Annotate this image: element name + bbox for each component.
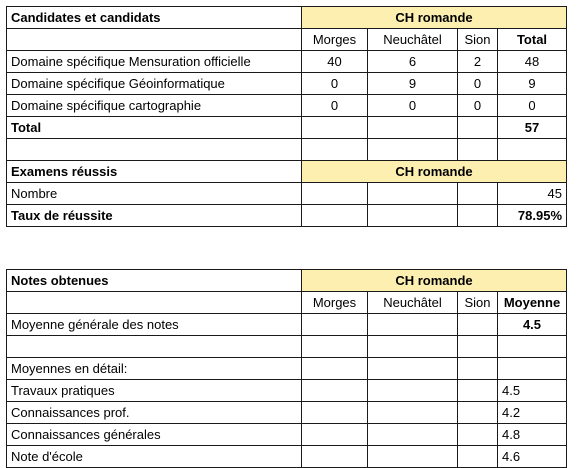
detail-row-value: 4.5	[498, 380, 567, 402]
empty-cell	[368, 314, 458, 336]
empty-cell	[458, 424, 498, 446]
detail-row-value: 4.6	[498, 446, 567, 468]
empty-cell	[368, 424, 458, 446]
empty-cell	[7, 336, 302, 358]
cell-sion: 0	[458, 73, 498, 95]
row-label: Domaine spécifique Mensuration officielle	[7, 51, 302, 73]
empty-cell	[7, 292, 302, 314]
table-row	[7, 51, 567, 73]
cell-total: 0	[498, 95, 567, 117]
grades-columns-row	[7, 292, 567, 314]
results-sheet	[6, 6, 567, 227]
empty-cell	[368, 139, 458, 161]
grades-header-row	[7, 270, 567, 292]
empty-cell	[368, 336, 458, 358]
cell-total: 48	[498, 51, 567, 73]
empty-cell	[368, 446, 458, 468]
col-average: Moyenne	[498, 292, 567, 314]
cell-sion: 0	[458, 95, 498, 117]
detail-row-value: 4.2	[498, 402, 567, 424]
cell-morges: 0	[302, 95, 368, 117]
cell-morges: 40	[302, 51, 368, 73]
col-neuchatel: Neuchâtel	[368, 292, 458, 314]
detail-row-label: Connaissances générales	[7, 424, 302, 446]
empty-cell	[458, 139, 498, 161]
col-sion: Sion	[458, 29, 498, 51]
detail-row-label: Note d'école	[7, 446, 302, 468]
empty-cell	[458, 336, 498, 358]
empty-cell	[302, 139, 368, 161]
cell-morges: 0	[302, 73, 368, 95]
table-row	[7, 402, 567, 424]
rate-label: Taux de réussite	[7, 205, 302, 227]
candidates-columns-row	[7, 29, 567, 51]
empty-cell	[302, 380, 368, 402]
exams-title: Examens réussis	[7, 161, 302, 183]
empty-cell	[368, 183, 458, 205]
exams-header-row	[7, 161, 567, 183]
section-gap	[6, 248, 567, 269]
row-label: Domaine spécifique cartographie	[7, 95, 302, 117]
empty-cell	[302, 424, 368, 446]
empty-cell	[498, 336, 567, 358]
cell-neuchatel: 9	[368, 73, 458, 95]
empty-cell	[458, 314, 498, 336]
details-header-row	[7, 358, 567, 380]
rate-value: 78.95%	[498, 205, 567, 227]
cell-sion: 2	[458, 51, 498, 73]
table-row	[7, 73, 567, 95]
empty-cell	[302, 205, 368, 227]
empty-cell	[458, 117, 498, 139]
col-morges: Morges	[302, 292, 368, 314]
empty-cell	[7, 29, 302, 51]
candidates-title: Candidates et candidats	[7, 7, 302, 29]
spacer-row	[7, 139, 567, 161]
count-value: 45	[498, 183, 567, 205]
section-gap	[6, 227, 567, 248]
cell-neuchatel: 6	[368, 51, 458, 73]
empty-cell	[458, 446, 498, 468]
empty-cell	[458, 380, 498, 402]
grades-title: Notes obtenues	[7, 270, 302, 292]
table-row	[7, 380, 567, 402]
count-label: Nombre	[7, 183, 302, 205]
empty-cell	[368, 117, 458, 139]
spacer-row	[7, 336, 567, 358]
detail-row-label: Travaux pratiques	[7, 380, 302, 402]
col-sion: Sion	[458, 292, 498, 314]
empty-cell	[302, 336, 368, 358]
empty-cell	[302, 446, 368, 468]
detail-row-value: 4.8	[498, 424, 567, 446]
empty-cell	[302, 183, 368, 205]
overall-label: Moyenne générale des notes	[7, 314, 302, 336]
candidates-total-row	[7, 117, 567, 139]
cell-neuchatel: 0	[368, 95, 458, 117]
grades-overall-row	[7, 314, 567, 336]
empty-cell	[458, 205, 498, 227]
empty-cell	[302, 314, 368, 336]
detail-row-label: Connaissances prof.	[7, 402, 302, 424]
table-row	[7, 446, 567, 468]
total-label: Total	[7, 117, 302, 139]
empty-cell	[368, 380, 458, 402]
empty-cell	[302, 358, 368, 380]
empty-cell	[368, 358, 458, 380]
empty-cell	[498, 139, 567, 161]
table-row	[7, 95, 567, 117]
empty-cell	[458, 402, 498, 424]
exams-count-row	[7, 183, 567, 205]
detail-label: Moyennes en détail:	[7, 358, 302, 380]
empty-cell	[368, 402, 458, 424]
empty-cell	[7, 139, 302, 161]
row-label: Domaine spécifique Géoinformatique	[7, 73, 302, 95]
table-row	[7, 424, 567, 446]
col-total: Total	[498, 29, 567, 51]
grades-sheet	[6, 269, 567, 468]
empty-cell	[302, 402, 368, 424]
empty-cell	[458, 183, 498, 205]
empty-cell	[458, 358, 498, 380]
candidates-header-row	[7, 7, 567, 29]
spreadsheet-page	[6, 6, 567, 468]
col-morges: Morges	[302, 29, 368, 51]
empty-cell	[302, 117, 368, 139]
exams-region-header: CH romande	[302, 161, 567, 183]
grades-region-header: CH romande	[302, 270, 567, 292]
overall-value: 4.5	[498, 314, 567, 336]
total-value: 57	[498, 117, 567, 139]
empty-cell	[368, 205, 458, 227]
empty-cell	[498, 358, 567, 380]
candidates-region-header: CH romande	[302, 7, 567, 29]
col-neuchatel: Neuchâtel	[368, 29, 458, 51]
cell-total: 9	[498, 73, 567, 95]
exams-rate-row	[7, 205, 567, 227]
